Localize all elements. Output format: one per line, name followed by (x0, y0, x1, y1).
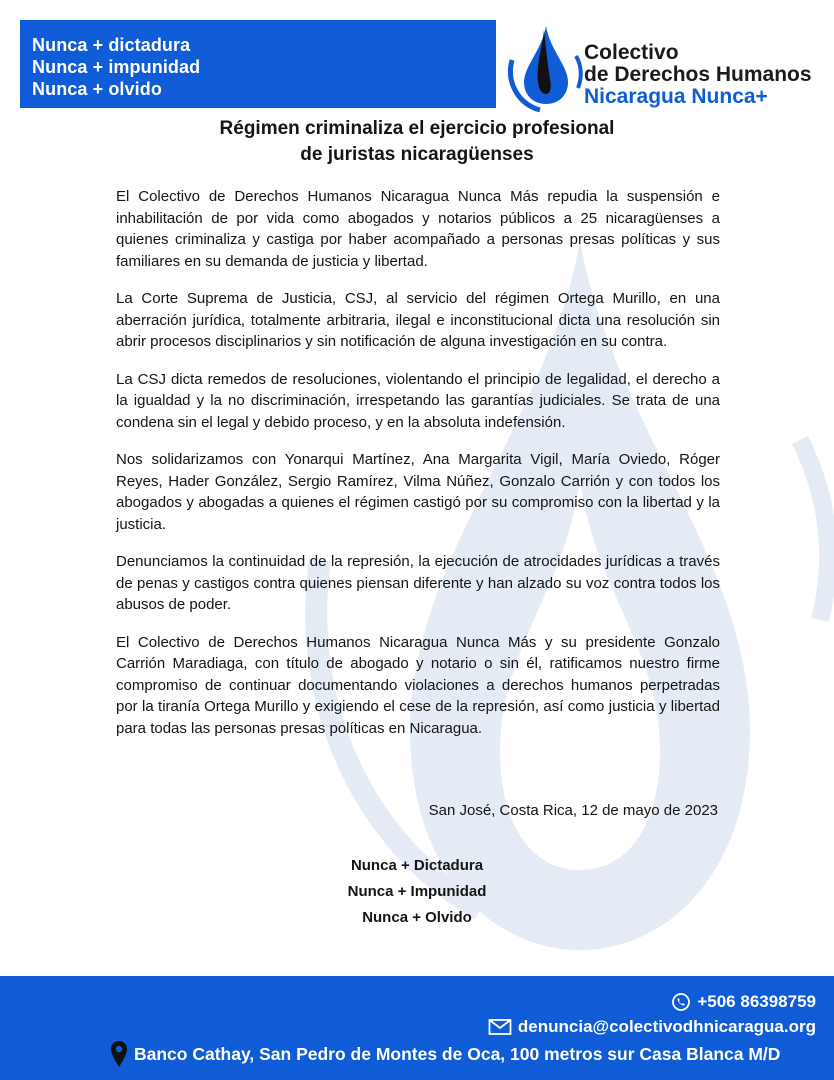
whatsapp-icon (671, 992, 691, 1012)
mail-icon (488, 1018, 512, 1036)
title-line-1: Régimen criminaliza el ejercicio profesional (219, 118, 615, 139)
signoff-line: Nunca + Olvido (362, 909, 472, 926)
location-pin-icon (110, 1040, 128, 1068)
slogan-line: Nunca + dictadura (32, 35, 191, 55)
footer-email (488, 1017, 816, 1037)
logo-line-1: Colectivo (584, 41, 679, 64)
document-body (116, 186, 720, 755)
signoff-line: Nunca + Impunidad (347, 883, 487, 900)
body-paragraph: El Colectivo de Derechos Humanos Nicaragua Nunca Más y su presidente Gonzalo Carrión Maradiaga, con título de abogado y notario o sin él, ratificamos nuestro firme compromiso de continuar documentando violaciones a derechos humanos perpetradas por la tiranía Ortega Murillo y exigiendo el cese de la represión, así como justicia y libertad para todas las personas presas políticas en Nicaragua. (116, 633, 720, 737)
phone-number: +506 86398759 (697, 992, 816, 1011)
date-line: San José, Costa Rica, 12 de mayo de 2023 (428, 802, 718, 819)
title-line-2: de juristas nicaragüenses (300, 144, 534, 165)
address-text: Banco Cathay, San Pedro de Montes de Oca, 100 metros sur Casa Blanca M/D (134, 1043, 781, 1064)
document-title (0, 116, 834, 168)
logo-line-2: de Derechos Humanos (584, 63, 812, 86)
body-paragraph: Nos solidarizamos con Yonarqui Martínez, Ana Margarita Vigil, María Oviedo, Róger Reyes, Hader González, Sergio Ramírez, Vilma Núñez, Gonzalo Carrión y con todos los abogados y abogadas a quienes el régimen castigó por su compromiso con la libertad y la justicia. (116, 451, 720, 533)
body-paragraph: La Corte Suprema de Justicia, CSJ, al servicio del régimen Ortega Murillo, en una aberración jurídica, totalmente arbitraria, ilegal e inconstitucional dicta una resolución sin abrir procesos disciplinarios y sin notificación de alguna investigación en su contra. (116, 290, 720, 350)
slogan-line: Nunca + olvido (32, 79, 162, 99)
organization-logo (506, 20, 826, 120)
header-slogan-banner (20, 20, 496, 108)
logo-line-3: Nicaragua Nunca+ (584, 85, 768, 108)
body-paragraph: La CSJ dicta remedos de resoluciones, violentando el principio de legalidad, el derecho a la igualdad y la no discriminación, irrespetando las garantías judiciales. Se trata de una condena sin el legal y debido proceso, y en la absoluta indefensión. (116, 370, 720, 431)
drop-emblem-icon (506, 20, 584, 120)
footer-phone (671, 992, 816, 1012)
body-paragraph: El Colectivo de Derechos Humanos Nicaragua Nunca Más repudia la suspensión e inhabilitación de por vida como abogados y notarios públicos a 25 nicaragüenses a quienes criminaliza y castiga por haber acompañado a personas presas políticas y sus familiares en su demanda de justicia y libertad. (116, 188, 720, 270)
signoff-block (312, 853, 522, 931)
contact-footer (0, 976, 834, 1080)
email-address: denuncia@colectivodhnicaragua.org (517, 1017, 816, 1036)
signoff-line: Nunca + Dictadura (350, 857, 484, 874)
body-paragraph: Denunciamos la continuidad de la represión, la ejecución de atrocidades jurídicas a través de penas y castigos contra quienes piensan diferente y han alzado su voz contra todos los abusos de poder. (116, 553, 720, 613)
footer-address (110, 1040, 780, 1068)
slogan-line: Nunca + impunidad (32, 57, 201, 77)
